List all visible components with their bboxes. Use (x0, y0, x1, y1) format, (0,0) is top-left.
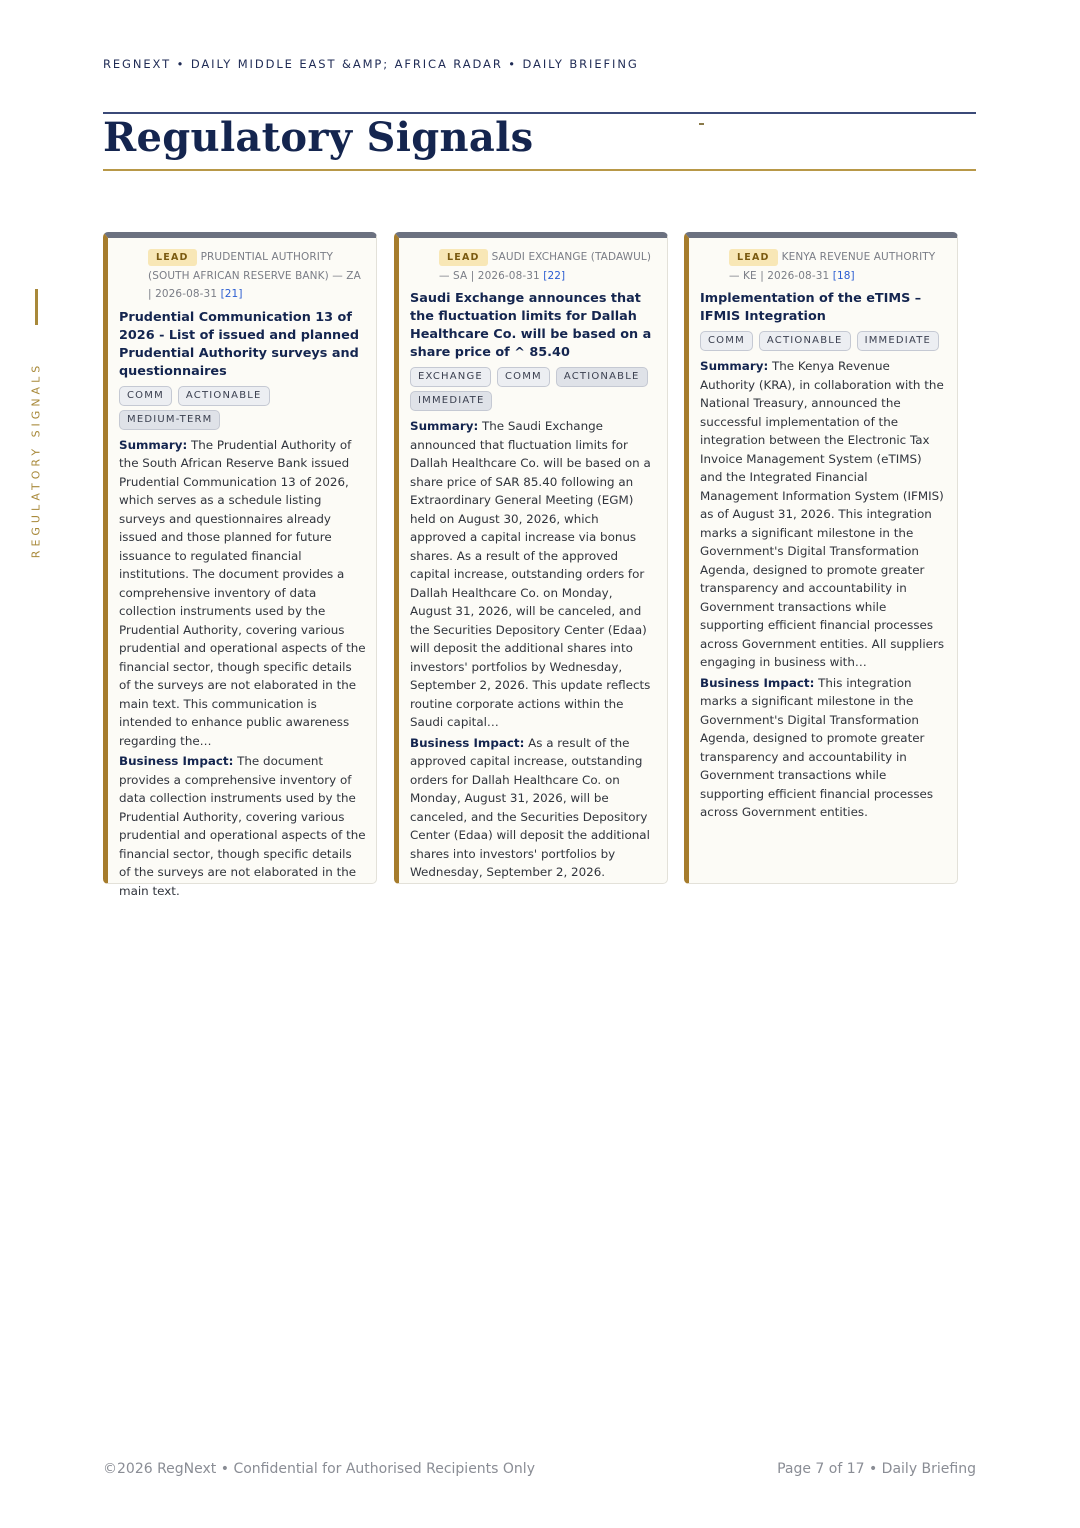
tag: IMMEDIATE (857, 331, 939, 351)
sidebar-accent-bar (35, 289, 38, 325)
signal-card (684, 232, 958, 884)
card-summary (119, 436, 366, 751)
lead-badge: LEAD (439, 249, 488, 266)
summary-label: Summary: (410, 419, 479, 433)
signal-card (103, 232, 377, 898)
header-bottom-rule (103, 169, 976, 171)
footer-page-info: Page 7 of 17 • Daily Briefing (777, 1461, 976, 1477)
summary-text: The Saudi Exchange announced that fluctuation limits for Dallah Healthcare Co. will be based on a share price of SAR 85.40 following an Extraordinary General Meeting (EGM) held on August 30, 2026, which approved a capital increase via bonus shares. As a result of the approved capital increase, outstanding orders for Dallah Healthcare Co. on Monday, August 31, 2026, will be canceled, and the Securities Depository Center (Edaa) will deposit the additional shares into investors' portfolios by Wednesday, September 2, 2026. This update reflects routine corporate actions within the Saudi capital… (410, 419, 651, 729)
card-source: SAUDI EXCHANGE (TADAWUL) — SA | 2026-08-31 (439, 251, 652, 282)
lead-badge: LEAD (148, 249, 197, 266)
card-meta (700, 248, 947, 285)
card-meta (119, 248, 366, 304)
card-meta (410, 248, 657, 285)
impact-text: As a result of the approved capital increase, outstanding orders for Dallah Healthcare Co. on Monday, August 31, 2026, will be canceled, and the Securities Depository Center (Edaa) will deposit the additional shares into investors' portfolios by Wednesday, September 2, 2026. (410, 735, 650, 879)
tag-list (700, 331, 947, 355)
tag: ACTIONABLE (178, 386, 270, 406)
tag: MEDIUM-TERM (119, 410, 220, 430)
tag-list (410, 367, 657, 415)
tag: ACTIONABLE (556, 367, 648, 387)
card-source: KENYA REVENUE AUTHORITY — KE | 2026-08-31 (729, 251, 936, 282)
impact-text: This integration marks a significant milestone in the Government's Digital Transformation Agenda, designed to promote greater transparency and accountability in Government transactions while supporting efficient financial processes across Government entities. (700, 675, 934, 819)
card-source: PRUDENTIAL AUTHORITY (SOUTH AFRICAN RESERVE BANK) — ZA | 2026-08-31 (148, 251, 361, 300)
impact-text: The document provides a comprehensive inventory of data collection instruments used by the Prudential Authority, covering various prudential and operational aspects of the financial sector, though specific details of the surveys are not elaborated in the main text. (119, 754, 366, 898)
citation-link[interactable]: [21] (220, 288, 243, 300)
card-title: Saudi Exchange announces that the fluctuation limits for Dallah Healthcare Co. will be based on a share price of ^ 85.40 (410, 291, 652, 360)
citation-link[interactable]: [18] (832, 269, 855, 282)
tag: ACTIONABLE (759, 331, 851, 351)
tag-list (119, 386, 366, 434)
tag: IMMEDIATE (410, 391, 492, 411)
summary-label: Summary: (119, 437, 188, 452)
impact-label: Business Impact: (700, 675, 815, 690)
summary-text: The Kenya Revenue Authority (KRA), in collaboration with the National Treasury, announced the successful implementation of the integration between the Electronic Tax Invoice Management System (eTIMS) and the Integrated Financial Management Information System (IFMIS) as of August 31, 2026. This integration marks a significant milestone in the Government's Digital Transformation Agenda, designed to promote greater transparency and accountability in Government transactions while supporting efficient financial processes across Government entities. All suppliers engaging in business with… (700, 359, 945, 669)
page-title: Regulatory Signals (103, 114, 534, 161)
sidebar-vertical-label: REGULATORY SIGNALS (29, 361, 43, 559)
footer-copyright: ©2026 RegNext • Confidential for Authorised Recipients Only (103, 1461, 535, 1477)
citation-link[interactable]: [22] (543, 269, 566, 282)
tag: EXCHANGE (410, 367, 491, 387)
summary-text: The Prudential Authority of the South African Reserve Bank issued Prudential Communication 13 of 2026, which serves as a schedule listing surveys and questionnaires already issued and those planned for future issuance to regulated financial institutions. The document provides a comprehensive inventory of data collection instruments used by the Prudential Authority, covering various prudential and operational aspects of the financial sector, though specific details of the surveys are not elaborated in the main text. This communication is intended to enhance public awareness regarding the… (119, 437, 366, 748)
tag: COMM (700, 331, 753, 351)
summary-label: Summary: (700, 359, 769, 373)
card-business-impact (700, 674, 947, 822)
signal-card (394, 232, 668, 884)
tag: COMM (119, 386, 172, 406)
card-business-impact (410, 734, 657, 882)
decorative-dash (699, 123, 704, 125)
card-title: Implementation of the eTIMS – IFMIS Integration (700, 291, 922, 324)
card-summary (700, 357, 947, 672)
impact-label: Business Impact: (119, 754, 234, 768)
card-business-impact (119, 752, 366, 900)
card-summary (410, 417, 657, 732)
impact-label: Business Impact: (410, 735, 525, 750)
card-title: Prudential Communication 13 of 2026 - List of issued and planned Prudential Authority surveys and questionnaires (119, 309, 360, 379)
tag: COMM (497, 367, 550, 387)
lead-badge: LEAD (729, 249, 778, 266)
breadcrumb: REGNEXT • DAILY MIDDLE EAST &AMP; AFRICA RADAR • DAILY BRIEFING (103, 57, 639, 71)
